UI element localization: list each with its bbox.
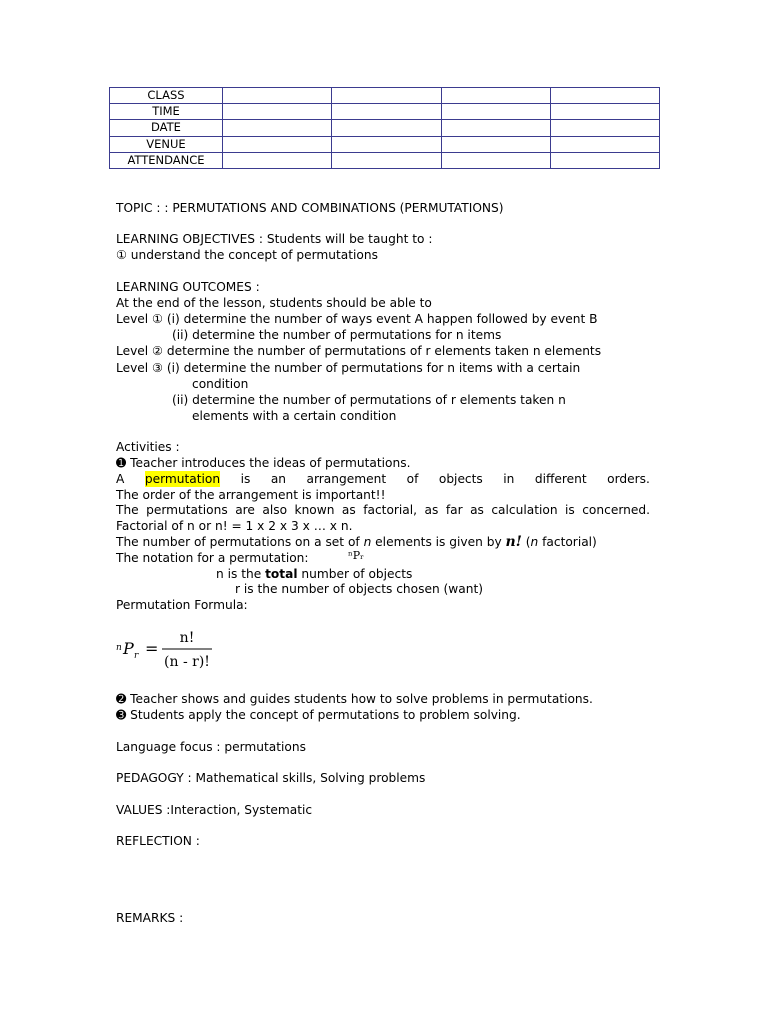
factorial-word: are	[235, 503, 255, 517]
definition-word: an	[270, 472, 287, 486]
activities-heading: Activities :	[116, 440, 180, 454]
definition-word: A	[116, 472, 125, 486]
objectives-heading: LEARNING OBJECTIVES : Students will be taught to :	[116, 232, 433, 246]
info-cell[interactable]	[332, 152, 441, 168]
info-cell[interactable]	[550, 136, 659, 152]
activity-3: ➌ Students apply the concept of permutations to problem solving.	[116, 708, 521, 722]
info-row-class	[110, 88, 660, 104]
definition-word: arrangement	[306, 472, 387, 486]
activity-1: ➊ Teacher introduces the ideas of permutations.	[116, 456, 411, 470]
factorial-word: known	[294, 503, 335, 517]
objective-item: ① understand the concept of permutations	[116, 248, 378, 262]
number-of-permutations-line: The number of permutations on a set of n elements is given by n! (n factorial)	[116, 534, 597, 550]
r-definition: r is the number of objects chosen (want)	[235, 582, 483, 596]
definition-word: in	[503, 472, 515, 486]
permutation-formula	[116, 624, 256, 674]
formula-denominator: (n - r)!	[164, 654, 210, 670]
info-label: ATTENDANCE	[110, 152, 223, 168]
formula-label: Permutation Formula:	[116, 598, 248, 612]
outcomes-intro: At the end of the lesson, students should be able to	[116, 296, 432, 310]
info-label: TIME	[110, 104, 223, 120]
info-label: VENUE	[110, 136, 223, 152]
info-row-attendance	[110, 152, 660, 168]
n-definition: n is the total number of objects	[216, 567, 413, 581]
definition-word: of	[406, 472, 419, 486]
remarks: REMARKS :	[116, 911, 184, 925]
info-cell[interactable]	[441, 136, 550, 152]
info-cell[interactable]	[332, 104, 441, 120]
factorial-word: as	[424, 503, 439, 517]
outcome-level3-i-cont: condition	[192, 377, 249, 391]
info-cell[interactable]	[550, 120, 659, 136]
formula-lhs-sup: n	[116, 643, 122, 653]
info-cell[interactable]	[223, 88, 332, 104]
info-cell[interactable]	[441, 104, 550, 120]
definition-word: objects	[438, 472, 483, 486]
info-cell[interactable]	[550, 88, 659, 104]
highlighted-term: permutation	[144, 472, 221, 486]
factorial-note	[116, 502, 650, 518]
info-label: DATE	[110, 120, 223, 136]
factorial-word: concerned.	[582, 503, 650, 517]
info-cell[interactable]	[332, 120, 441, 136]
outcome-level3-ii: (ii) determine the number of permutations of r elements taken n	[172, 393, 566, 407]
definition-word: is	[240, 472, 251, 486]
info-row-date	[110, 120, 660, 136]
factorial-word: as	[470, 503, 484, 517]
info-cell[interactable]	[332, 136, 441, 152]
factorial-word: far	[445, 503, 463, 517]
info-cell[interactable]	[441, 88, 550, 104]
notation-line: The notation for a permutation:	[116, 551, 309, 565]
factorial-definition: Factorial of n or n! = 1 x 2 x 3 x … x n.	[116, 519, 353, 533]
reflection: REFLECTION :	[116, 834, 200, 848]
factorial-word: also	[262, 503, 288, 517]
outcomes-heading: LEARNING OUTCOMES :	[116, 280, 260, 294]
info-cell[interactable]	[441, 120, 550, 136]
info-cell[interactable]	[223, 136, 332, 152]
info-row-venue	[110, 136, 660, 152]
language-focus: Language focus : permutations	[116, 740, 306, 754]
permutation-definition	[116, 471, 650, 487]
factorial-word: factorial,	[363, 503, 418, 517]
values: VALUES :Interaction, Systematic	[116, 803, 313, 817]
definition-word: orders.	[607, 472, 650, 486]
topic-line: TOPIC : : PERMUTATIONS AND COMBINATIONS (PERMUTATIONS)	[116, 201, 504, 215]
outcome-level2: Level ② determine the number of permutations of r elements taken n elements	[116, 344, 602, 358]
info-cell[interactable]	[223, 152, 332, 168]
info-cell[interactable]	[332, 88, 441, 104]
factorial-word: permutations	[146, 503, 228, 517]
activity-2: ➋ Teacher shows and guides students how to solve problems in permutations.	[116, 692, 593, 706]
outcome-level3-i: Level ③ (i) determine the number of permutations for n items with a certain	[116, 361, 581, 375]
factorial-word: The	[116, 503, 139, 517]
outcome-level1-i: Level ① (i) determine the number of ways event A happen followed by event B	[116, 312, 598, 326]
definition-word: different	[534, 472, 587, 486]
factorial-word: as	[341, 503, 356, 517]
formula-lhs-p: P	[123, 639, 134, 658]
formula-numerator: n!	[179, 630, 195, 646]
outcome-level1-ii: (ii) determine the number of permutations for n items	[172, 328, 502, 342]
info-row-time	[110, 104, 660, 120]
info-cell[interactable]	[441, 152, 550, 168]
info-cell[interactable]	[550, 104, 659, 120]
pedagogy: PEDAGOGY : Mathematical skills, Solving problems	[116, 771, 426, 785]
info-table	[109, 87, 660, 169]
factorial-word: calculation	[491, 503, 558, 517]
formula-lhs-sub: r	[134, 651, 139, 661]
info-cell[interactable]	[550, 152, 659, 168]
order-note: The order of the arrangement is important!!	[116, 488, 386, 502]
formula-equals: =	[145, 639, 159, 658]
info-label: CLASS	[110, 88, 223, 104]
factorial-word: is	[565, 503, 575, 517]
outcome-level3-ii-cont: elements with a certain condition	[192, 409, 397, 423]
info-cell[interactable]	[223, 104, 332, 120]
info-cell[interactable]	[223, 120, 332, 136]
notation-symbol: ⁿPᵣ	[348, 549, 364, 562]
